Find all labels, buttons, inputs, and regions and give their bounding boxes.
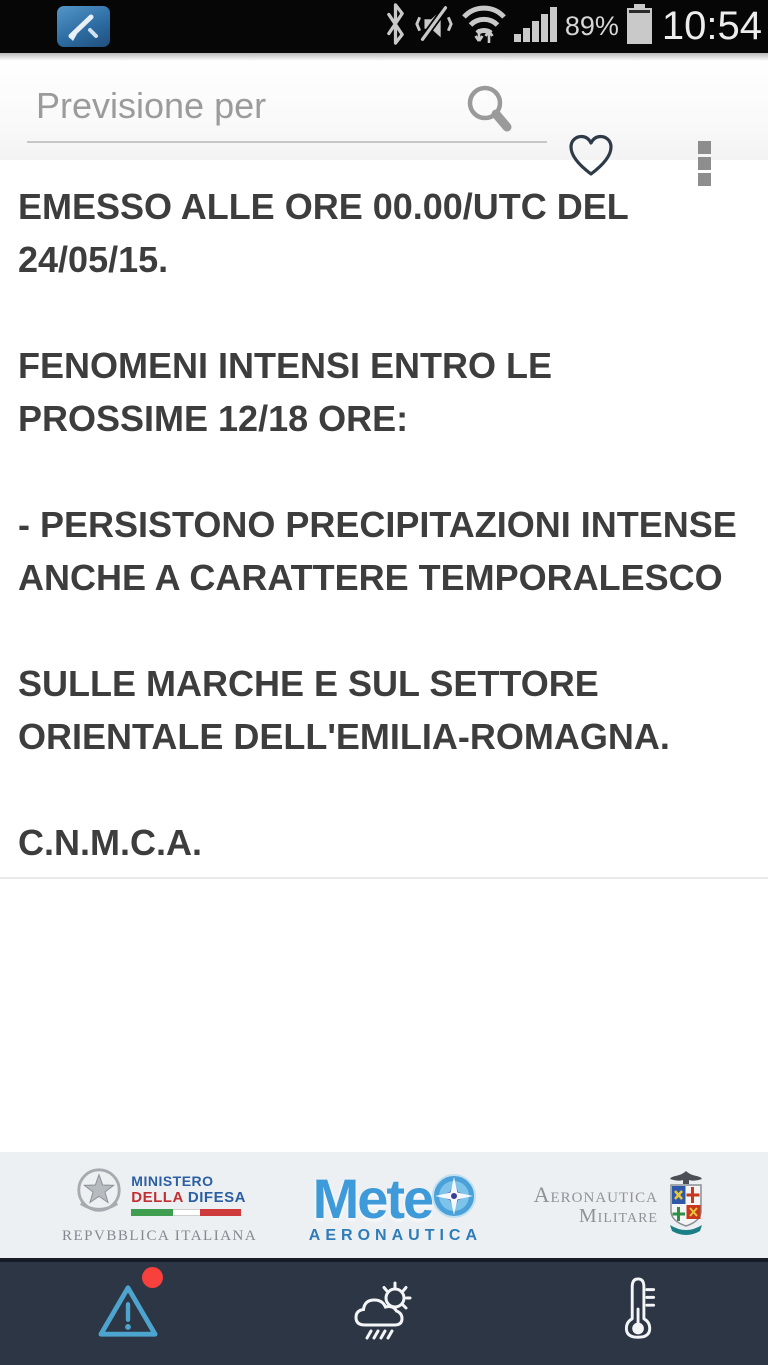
status-time: 10:54 — [661, 4, 762, 48]
militare-label: Militare — [578, 1205, 658, 1228]
footer-logos — [0, 1152, 768, 1258]
bulletin-line: ANCHE A CARATTERE TEMPORALESCO — [18, 557, 723, 598]
bulletin-paragraph — [18, 657, 750, 763]
meteo-aeronautica-logo — [309, 1166, 482, 1245]
difesa-label: DIFESA — [187, 1188, 246, 1206]
bulletin-paragraph — [18, 180, 750, 286]
search-icon[interactable] — [461, 79, 519, 144]
content-divider — [0, 877, 768, 879]
tab-previsioni[interactable] — [256, 1262, 512, 1365]
battery-percent: 89% — [564, 11, 619, 41]
alert-badge — [142, 1267, 163, 1288]
compass-rose-icon — [430, 1172, 478, 1225]
vibrate-mute-icon — [414, 3, 454, 50]
repubblica-italiana-label: REPVBBLICA ITALIANA — [62, 1228, 258, 1244]
thermometer-icon — [623, 1276, 657, 1351]
battery-icon — [626, 3, 653, 50]
bulletin-line: PROSSIME 12/18 ORE: — [18, 398, 409, 439]
status-bar — [0, 0, 768, 53]
tab-allerte[interactable] — [0, 1262, 256, 1365]
bulletin-line: SULLE MARCHE E SUL SETTORE — [18, 663, 599, 704]
bulletin-line: 24/05/15. — [18, 239, 169, 280]
meteo-subtitle: AERONAUTICA — [308, 1226, 483, 1244]
aeronautica-label: Aeronautica — [533, 1181, 658, 1207]
search-input[interactable] — [27, 75, 547, 143]
weather-cloud-sun-rain-icon — [349, 1279, 419, 1348]
bulletin-paragraph — [18, 816, 750, 869]
input-method-icon — [57, 6, 110, 47]
bulletin-line: - PERSISTONO PRECIPITAZIONI INTENSE — [18, 504, 737, 545]
bulletin-line: C.N.M.C.A. — [18, 822, 202, 863]
della-label: DELLA — [131, 1188, 184, 1206]
bulletin-paragraph — [18, 339, 750, 445]
signal-strength-icon — [514, 4, 558, 49]
bulletin-paragraph — [18, 498, 750, 604]
bulletin-line: FENOMENI INTENSI ENTRO LE — [18, 345, 553, 386]
warning-triangle-icon — [97, 1282, 159, 1345]
bottom-nav — [0, 1258, 768, 1365]
ministero-difesa-logo — [62, 1165, 257, 1245]
wifi-icon — [461, 3, 507, 50]
bulletin-text — [0, 160, 768, 922]
repubblica-emblem-icon — [73, 1165, 125, 1224]
italian-flag-stripe — [131, 1209, 241, 1216]
bulletin-line: ORIENTALE DELL'EMILIA-ROMAGNA. — [18, 716, 670, 757]
ministero-label: MINISTERO — [131, 1172, 214, 1189]
top-bar — [0, 53, 768, 160]
tab-temperature[interactable] — [512, 1262, 768, 1365]
bluetooth-icon — [384, 3, 407, 50]
am-crest-icon — [666, 1169, 706, 1242]
aeronautica-militare-logo — [534, 1169, 706, 1242]
search-placeholder: Previsione per — [36, 85, 267, 126]
bulletin-line: EMESSO ALLE ORE 00.00/UTC DEL — [18, 186, 629, 227]
meteo-wordmark: Mete — [312, 1166, 433, 1230]
